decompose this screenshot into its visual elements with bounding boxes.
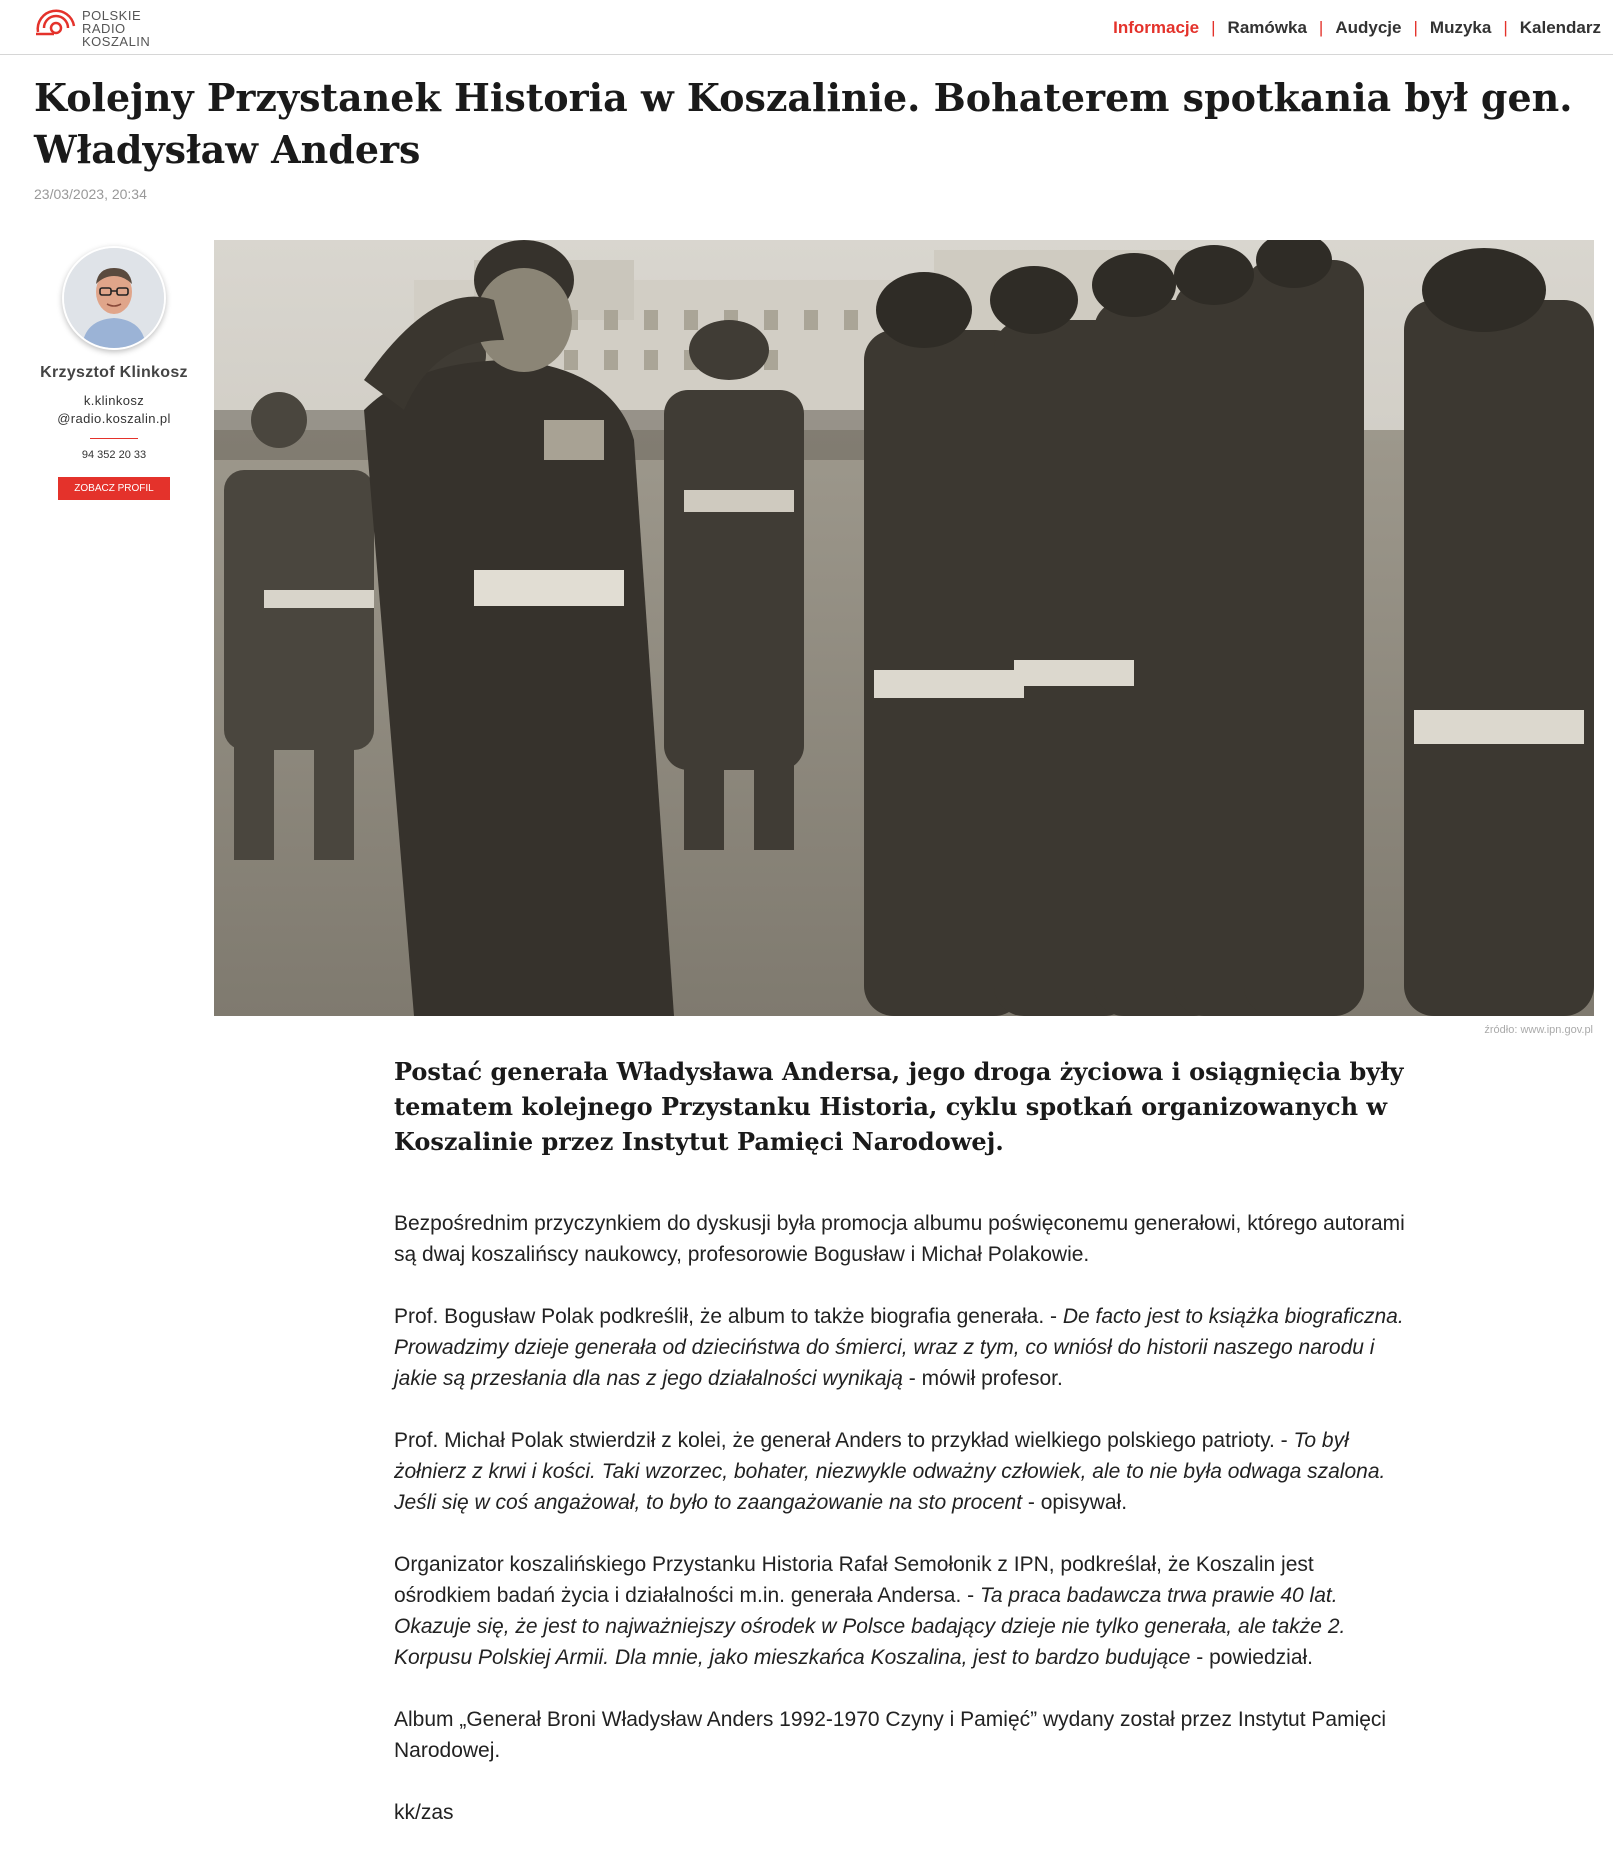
author-email[interactable] <box>24 392 204 428</box>
author-email-line-1: k.klinkosz <box>83 393 145 408</box>
logo-text <box>82 9 150 48</box>
nav-separator: | <box>1413 18 1418 37</box>
nav-separator: | <box>1211 18 1216 37</box>
main-nav <box>1101 18 1613 38</box>
article-date: 23/03/2023, 20:34 <box>34 186 147 202</box>
author-divider <box>90 438 138 439</box>
logo-line-3: KOSZALIN <box>82 33 151 49</box>
nav-item-kalendarz[interactable]: Kalendarz <box>1519 18 1601 37</box>
paragraph-text: Prof. Michał Polak stwierdził z kolei, że generał Anders to przykład wielkiego polskiego patrioty. - <box>394 1429 1294 1452</box>
paragraph-text: - powiedział. <box>1190 1646 1313 1669</box>
radio-waves-logo-icon <box>34 8 80 48</box>
article-paragraph: Album „Generał Broni Władysław Anders 1992-1970 Czyny i Pamięć” wydany został przez Instytut Pamięci Narodowej. <box>394 1708 1387 1762</box>
site-logo[interactable] <box>34 8 174 48</box>
author-box <box>24 246 204 500</box>
nav-separator: | <box>1503 18 1508 37</box>
article-lead: Postać generała Władysława Andersa, jego droga życiowa i osiągnięcia były tematem kolejnego Przystanku Historia, cyklu spotkań organizowanych w Koszalinie przez Instytut Pamięci Narodowej. <box>394 1057 1404 1156</box>
nav-item-muzyka[interactable]: Muzyka <box>1429 18 1492 37</box>
article-photo <box>214 240 1594 1016</box>
article-paragraph <box>394 1549 1414 1673</box>
nav-item-informacje[interactable]: Informacje <box>1113 18 1200 37</box>
person-avatar-icon <box>64 248 164 348</box>
quote-text: Ta praca badawcza trwa prawie 40 lat. Okazuje się, że jest to najważniejszy ośrodek w Polsce badający dzieje nie tylko generała, ale także 2. Korpusu Polskiej Armii. Dla mnie, jako mieszkańca Koszalina, jest to bardzo budujące <box>394 1584 1346 1669</box>
view-profile-button[interactable]: ZOBACZ PROFIL <box>58 477 170 500</box>
article-paragraph <box>394 1425 1414 1518</box>
quote-text: To był żołnierz z krwi i kości. Taki wzorzec, bohater, niezwykle odważny człowiek, ale to nie była odwaga szalona. Jeśli się w coś angażował, to było to zaangażowanie na sto procent <box>394 1429 1386 1514</box>
article-title: Kolejny Przystanek Historia w Koszalinie. Bohaterem spotkania był gen. Władysław Anders <box>34 75 1573 172</box>
author-avatar[interactable] <box>62 246 166 350</box>
paragraph-text: Prof. Bogusław Polak podkreślił, że album to także biografia generała. - <box>394 1305 1063 1328</box>
logo-line-1: POLSKIE <box>82 7 142 23</box>
paragraph-text: - mówił profesor. <box>902 1367 1063 1390</box>
author-phone: 94 352 20 33 <box>81 449 147 461</box>
military-parade-photo <box>214 240 1594 1016</box>
author-name[interactable]: Krzysztof Klinkosz <box>40 364 188 381</box>
nav-item-ramowka[interactable]: Ramówka <box>1227 18 1307 37</box>
photo-source: źródło: www.ipn.gov.pl <box>1484 1024 1593 1036</box>
article-paragraph: Bezpośrednim przyczynkiem do dyskusji była promocja albumu poświęconemu generałowi, którego autorami są dwaj koszalińscy naukowcy, profesorowie Bogusław i Michał Polakowie. <box>394 1212 1405 1266</box>
logo-line-2: RADIO <box>82 20 126 36</box>
paragraph-text: Organizator koszalińskiego Przystanku Historia Rafał Semołonik z IPN, podkreślał, że Koszalin jest ośrodkiem badań życia i działalności m.in. generała Andersa. - <box>394 1553 1314 1607</box>
article-signature: kk/zas <box>394 1801 454 1824</box>
author-email-line-2: @radio.koszalin.pl <box>57 411 171 426</box>
nav-separator: | <box>1318 18 1324 37</box>
nav-item-audycje[interactable]: Audycje <box>1335 18 1402 37</box>
paragraph-text: - opisywał. <box>1022 1491 1128 1514</box>
quote-text: De facto jest to książka biograficzna. Prowadzimy dzieje generała od dzieciństwa do śmierci, wraz z tym, co wniósł do historii naszego narodu i jakie są przesłania dla nas z jego działalności wynikają <box>394 1305 1404 1390</box>
article-paragraph <box>394 1301 1414 1394</box>
site-header <box>0 0 1613 55</box>
article-body <box>394 1208 1414 1859</box>
